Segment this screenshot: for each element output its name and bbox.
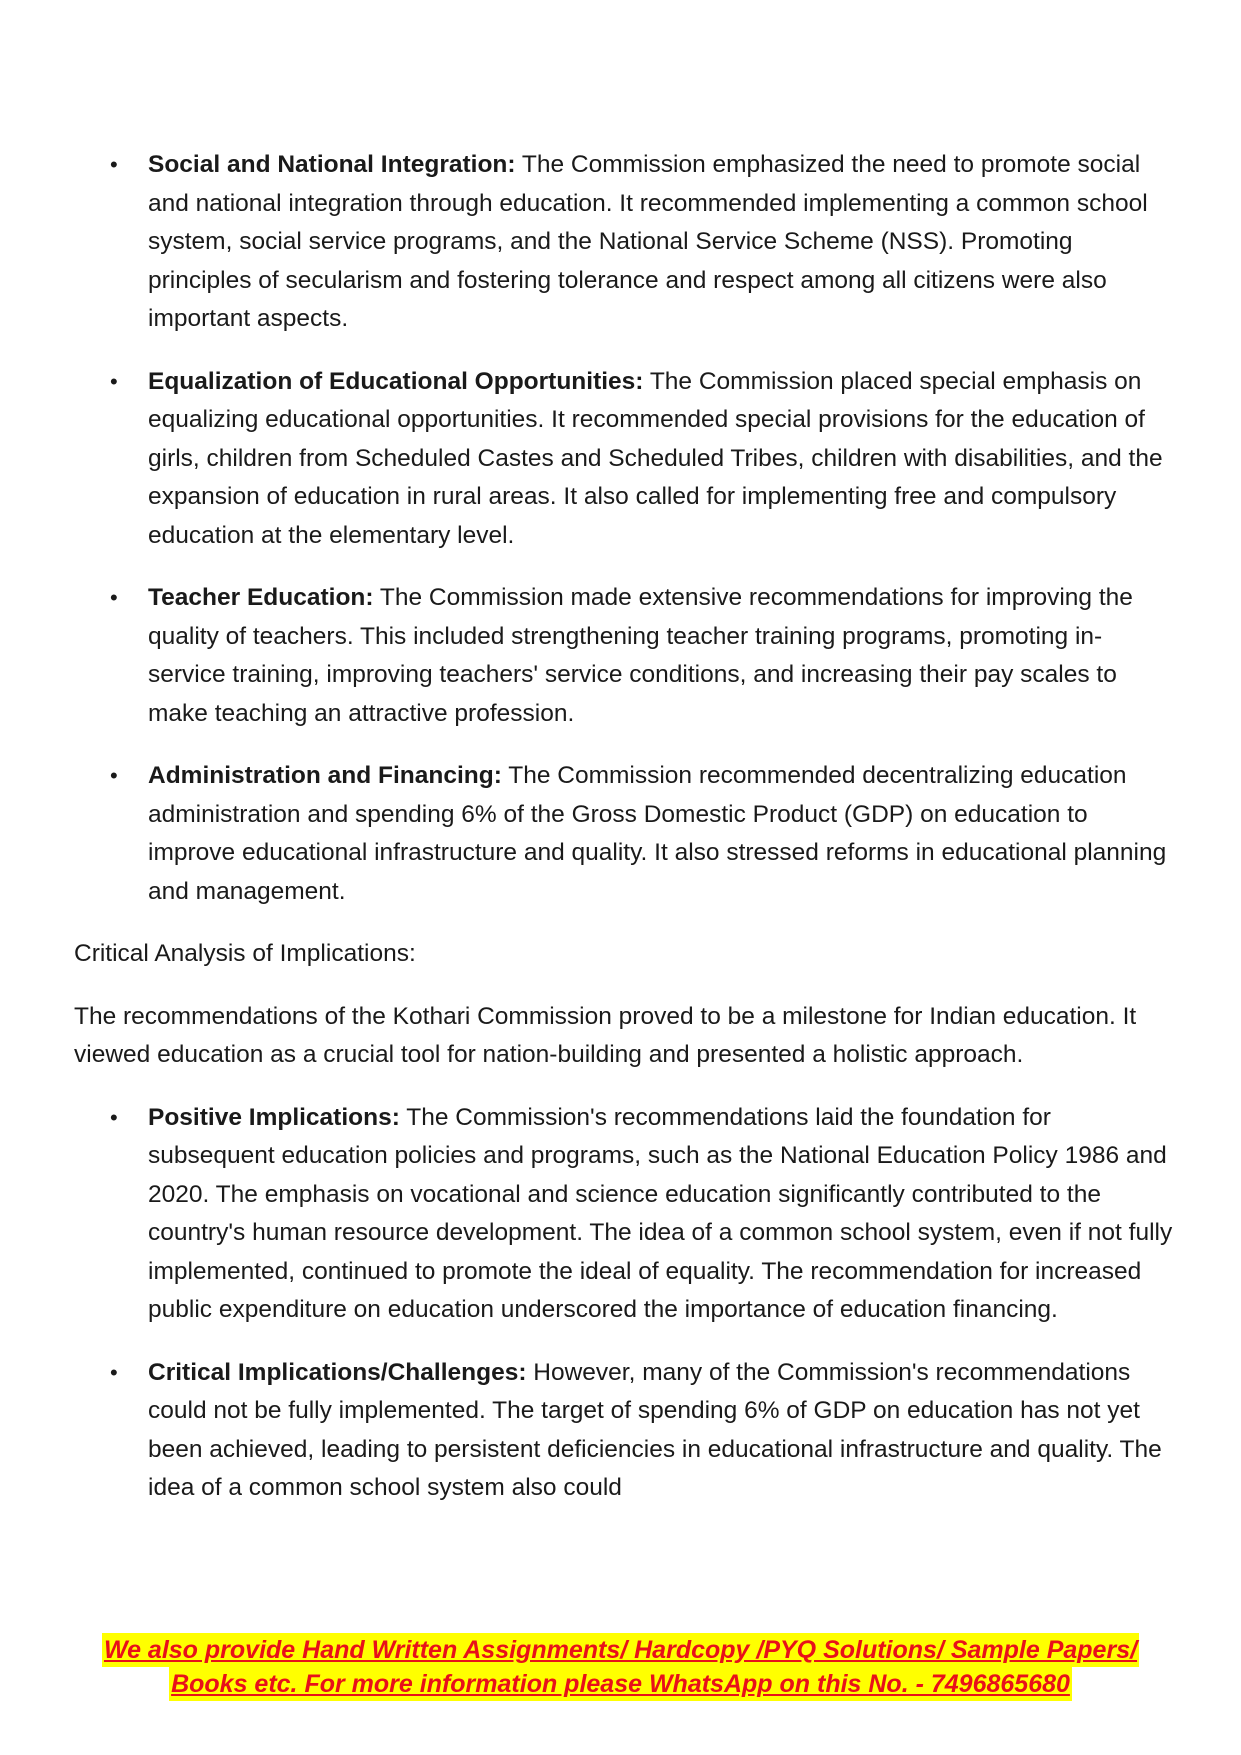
bullet-icon bbox=[110, 1099, 118, 1138]
item-text: The Commission made extensive recommendations for improving the quality of teachers. This included strengthening teacher training programs, promoting in-service training, improving teachers' service conditions, and increasing their pay scales to make teaching an attractive profession. bbox=[148, 584, 1133, 727]
analysis-intro: The recommendations of the Kothari Commission proved to be a milestone for Indian education. It viewed education as a crucial tool for nation-building and presented a holistic approach. bbox=[74, 1002, 1137, 1068]
bullet-icon bbox=[110, 1354, 118, 1393]
list-item bbox=[74, 1099, 1174, 1330]
item-title: Positive Implications: bbox=[148, 1103, 400, 1131]
bullet-icon bbox=[110, 363, 118, 402]
item-text: The Commission recommended decentralizing education administration and spending 6% of the Gross Domestic Product (GDP) on education to improve educational infrastructure and quality. It also stressed reforms in educational planning and management. bbox=[148, 762, 1167, 905]
item-text: The Commission emphasized the need to promote social and national integration through education. It recommended implementing a common school system, social service programs, and the National Service Scheme (NSS). Promoting principles of secularism and fostering tolerance and respect among all citizens were also important aspects. bbox=[148, 151, 1148, 332]
item-title: Administration and Financing: bbox=[148, 762, 502, 789]
item-title: Teacher Education: bbox=[148, 584, 374, 611]
bullet-icon bbox=[110, 579, 118, 618]
analysis-heading: Critical Analysis of Implications: bbox=[74, 940, 416, 967]
list-item bbox=[74, 146, 1174, 339]
list-item bbox=[74, 1354, 1174, 1508]
list-item bbox=[74, 757, 1174, 911]
item-title: Critical Implications/Challenges: bbox=[148, 1358, 527, 1386]
bullet-list-recommendations bbox=[74, 146, 1174, 911]
page-content bbox=[74, 146, 1174, 1532]
footer-line-2: Books etc. For more information please WhatsApp on this No. - 7496865680 bbox=[169, 1667, 1072, 1701]
footer-advert bbox=[0, 1633, 1241, 1701]
item-text: The Commission placed special emphasis on equalizing educational opportunities. It recommended special provisions for the education of girls, children from Scheduled Castes and Scheduled Tribes, children with disabilities, and the expansion of education in rural areas. It also called for implementing free and compulsory education at the elementary level. bbox=[148, 367, 1163, 549]
list-item bbox=[74, 363, 1174, 556]
list-item bbox=[74, 579, 1174, 733]
bullet-icon bbox=[110, 146, 118, 185]
item-title: Equalization of Educational Opportunities: bbox=[148, 367, 644, 395]
bullet-icon bbox=[110, 757, 118, 796]
item-title: Social and National Integration: bbox=[148, 151, 516, 178]
bullet-list-implications bbox=[74, 1099, 1174, 1508]
footer-line-1: We also provide Hand Written Assignments/ Hardcopy /PYQ Solutions/ Sample Papers/ bbox=[102, 1633, 1139, 1667]
item-text: However, many of the Commission's recommendations could not be fully implemented. The target of spending 6% of GDP on education has not yet been achieved, leading to persistent deficiencies in educational infrastructure and quality. The idea of a common school system also could bbox=[148, 1358, 1162, 1501]
item-text: The Commission's recommendations laid the foundation for subsequent education policies and programs, such as the National Education Policy 1986 and 2020. The emphasis on vocational and science education significantly contributed to the country's human resource development. The idea of a common school system, even if not fully implemented, continued to promote the ideal of equality. The recommendation for increased public expenditure on education underscored the importance of education financing. bbox=[148, 1103, 1173, 1323]
